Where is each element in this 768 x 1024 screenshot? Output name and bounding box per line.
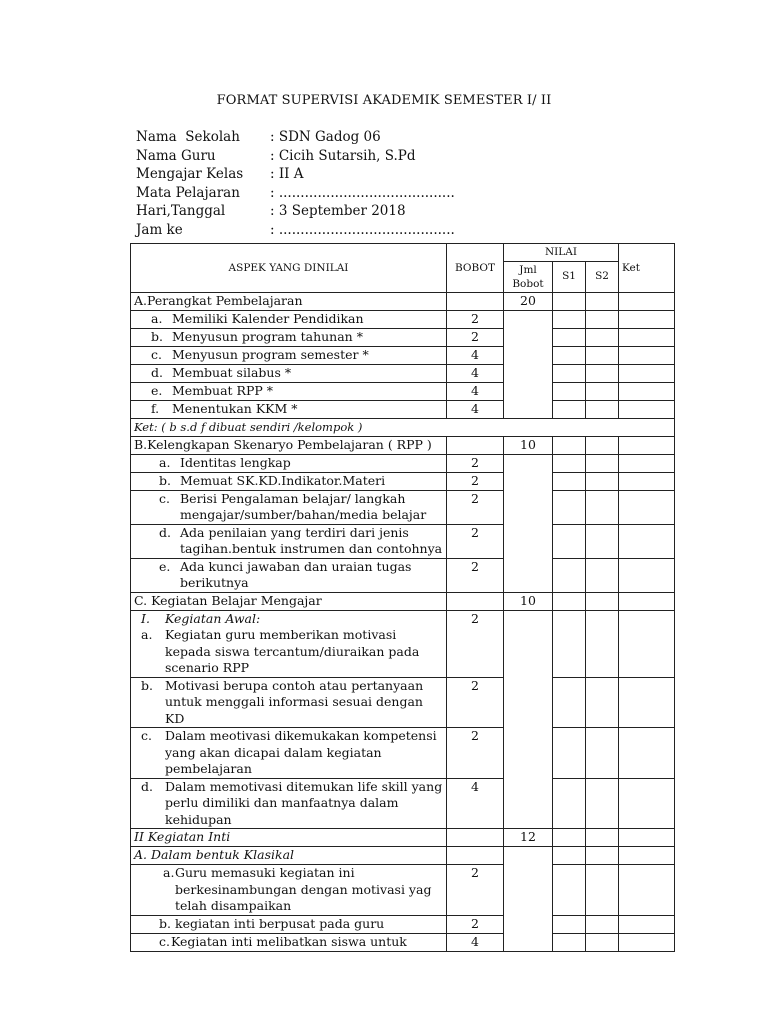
info-label: Nama Sekolah	[136, 129, 240, 145]
header-s1: S1	[553, 261, 586, 292]
item-text: Dalam meotivasi dikemukakan kompetensi yang akan dicapai dalam kegiatan pembelajaran	[165, 728, 437, 776]
item-text: Berisi Pengalaman belajar/ langkah mengajar/sumber/bahan/media belajar	[180, 490, 427, 522]
s1-cell[interactable]	[553, 847, 586, 865]
bobot-cell: 2	[447, 472, 504, 490]
subsection-row	[131, 847, 675, 865]
item-marker: I.	[141, 610, 150, 626]
ket-cell[interactable]	[619, 490, 675, 524]
info-value: : Cicih Sutarsih, S.Pd	[270, 147, 416, 164]
item-marker: b.	[159, 915, 171, 931]
info-label: Mengajar Kelas	[136, 166, 244, 182]
s1-cell[interactable]	[553, 472, 586, 490]
bobot-cell	[447, 847, 504, 865]
info-value: : SDN Gadog 06	[270, 129, 381, 145]
jml-bobot-cell: 10	[504, 436, 553, 454]
list-item	[163, 865, 443, 915]
list-item	[151, 365, 443, 382]
s2-cell[interactable]	[586, 524, 619, 558]
item-cell	[131, 400, 447, 418]
ket-cell[interactable]	[619, 400, 675, 418]
table-row	[131, 728, 675, 779]
subsection-title	[141, 611, 443, 628]
bobot-cell: 4	[447, 778, 504, 829]
ket-cell[interactable]	[619, 865, 675, 916]
table-row	[131, 472, 675, 490]
table-row	[131, 382, 675, 400]
item-marker: a.	[159, 454, 171, 470]
subsection-title: A. Dalam bentuk Klasikal	[131, 847, 447, 865]
item-text: Membuat silabus *	[172, 364, 292, 380]
bobot-cell	[447, 292, 504, 310]
item-cell	[131, 364, 447, 382]
list-item	[141, 627, 443, 677]
table-row	[131, 454, 675, 472]
list-item	[159, 559, 443, 592]
item-text: Ada penilaian yang terdiri dari jenis tagihan.bentuk instrumen dan contohnya	[180, 524, 443, 556]
bobot-cell	[447, 592, 504, 610]
s1-cell[interactable]	[553, 610, 586, 677]
s2-cell[interactable]	[586, 915, 619, 933]
item-text: Guru memasuki kegiatan ini berkesinambungan dengan motivasi yag telah disampaikan	[175, 865, 432, 913]
bobot-cell: 2	[447, 490, 504, 524]
item-marker: d.	[141, 778, 153, 794]
jml-bobot-cell	[504, 847, 553, 952]
item-text: Menentukan KKM *	[172, 400, 298, 416]
item-marker: a.	[141, 627, 153, 642]
ket-cell[interactable]	[619, 610, 675, 677]
item-marker: c.	[159, 490, 170, 506]
table-row	[131, 778, 675, 829]
s2-cell[interactable]	[586, 310, 619, 328]
item-text: Memiliki Kalender Pendidikan	[172, 310, 364, 326]
item-text: Menyusun program semester *	[172, 346, 369, 362]
bobot-cell: 4	[447, 364, 504, 382]
ket-cell[interactable]	[619, 292, 675, 310]
ket-cell[interactable]	[619, 847, 675, 865]
item-cell	[131, 454, 447, 472]
table-row	[131, 328, 675, 346]
header-bobot: BOBOT	[447, 244, 504, 293]
s2-cell[interactable]	[586, 436, 619, 454]
ket-cell[interactable]	[619, 829, 675, 847]
section-title: II Kegiatan Inti	[131, 829, 447, 847]
info-value: : 3 September 2018	[270, 203, 406, 219]
header-nilai: NILAI	[504, 244, 619, 262]
section-title: C. Kegiatan Belajar Mengajar	[131, 592, 447, 610]
bobot-cell: 2	[447, 310, 504, 328]
item-text: Kegiatan guru memberikan motivasi kepada siswa tercantum/diuraikan pada scenario RPP	[165, 627, 420, 675]
s2-cell[interactable]	[586, 778, 619, 829]
s2-cell[interactable]	[586, 400, 619, 418]
list-item	[159, 455, 443, 472]
item-cell	[131, 610, 447, 677]
list-item	[159, 916, 443, 933]
header-aspek: ASPEK YANG DINILAI	[131, 244, 447, 293]
s1-cell[interactable]	[553, 400, 586, 418]
item-marker: b.	[141, 677, 153, 693]
info-value: : II A	[270, 166, 304, 182]
ket-cell[interactable]	[619, 524, 675, 558]
ket-cell[interactable]	[619, 436, 675, 454]
bobot-cell: 2	[447, 610, 504, 677]
ket-cell[interactable]	[619, 915, 675, 933]
section-row-a	[131, 292, 675, 310]
bobot-cell: 2	[447, 454, 504, 472]
s1-cell[interactable]	[553, 933, 586, 951]
section-row-c	[131, 592, 675, 610]
s2-cell[interactable]	[586, 364, 619, 382]
item-marker: e.	[151, 382, 163, 398]
s2-cell[interactable]	[586, 382, 619, 400]
item-text: Identitas lengkap	[180, 454, 291, 470]
jml-bobot-cell	[504, 310, 553, 418]
header-row	[131, 244, 675, 262]
info-value: : .........................................	[270, 184, 455, 201]
s2-cell[interactable]	[586, 490, 619, 524]
s2-cell[interactable]	[586, 472, 619, 490]
s2-cell[interactable]	[586, 677, 619, 728]
ket-cell[interactable]	[619, 364, 675, 382]
bobot-cell: 2	[447, 558, 504, 592]
table-row	[131, 933, 675, 951]
ket-cell[interactable]	[619, 310, 675, 328]
item-text: Memuat SK.KD.Indikator.Materi	[180, 472, 386, 488]
ket-cell[interactable]	[619, 677, 675, 728]
list-item	[151, 347, 443, 364]
bobot-cell: 4	[447, 382, 504, 400]
s2-cell[interactable]	[586, 829, 619, 847]
s1-cell[interactable]	[553, 490, 586, 524]
list-item	[159, 473, 443, 490]
note-row	[131, 418, 675, 436]
ket-cell[interactable]	[619, 472, 675, 490]
ket-cell[interactable]	[619, 592, 675, 610]
s2-cell[interactable]	[586, 558, 619, 592]
s1-cell[interactable]	[553, 728, 586, 779]
jml-bobot-cell	[504, 454, 553, 592]
s2-cell[interactable]	[586, 728, 619, 779]
header-s2: S2	[586, 261, 619, 292]
item-cell	[131, 346, 447, 364]
info-value: : .........................................	[270, 221, 455, 238]
table-row	[131, 400, 675, 418]
ket-cell[interactable]	[619, 328, 675, 346]
ket-cell[interactable]	[619, 346, 675, 364]
item-text: Menyusun program tahunan *	[172, 328, 363, 344]
s2-cell[interactable]	[586, 592, 619, 610]
bobot-cell: 4	[447, 346, 504, 364]
table-row	[131, 346, 675, 364]
table-row	[131, 524, 675, 558]
jml-bobot-cell: 10	[504, 592, 553, 610]
s2-cell[interactable]	[586, 292, 619, 310]
s1-cell[interactable]	[553, 558, 586, 592]
s2-cell[interactable]	[586, 933, 619, 951]
ket-cell[interactable]	[619, 382, 675, 400]
header-bobot-text: Bobot	[512, 277, 544, 290]
item-cell	[131, 524, 447, 558]
item-text: kegiatan inti berpusat pada guru	[175, 915, 385, 931]
s1-cell[interactable]	[553, 677, 586, 728]
table-row	[131, 558, 675, 592]
bobot-cell: 2	[447, 524, 504, 558]
item-cell	[131, 328, 447, 346]
supervision-table	[130, 243, 675, 952]
item-text: Dalam memotivasi ditemukan life skill yang perlu dimiliki dan manfaatnya dalam kehidupan	[165, 778, 443, 827]
table-row	[131, 364, 675, 382]
header-jml-bobot	[504, 261, 553, 292]
list-item	[151, 401, 443, 418]
item-marker: b.	[151, 328, 163, 344]
bobot-cell: 2	[447, 728, 504, 779]
item-cell	[131, 778, 447, 829]
table-row	[131, 610, 675, 677]
list-item	[151, 383, 443, 400]
item-text: Kegiatan inti melibatkan siswa untuk	[171, 933, 407, 949]
table-row	[131, 677, 675, 728]
s1-cell[interactable]	[553, 454, 586, 472]
item-cell	[131, 310, 447, 328]
item-marker: e.	[159, 558, 171, 574]
bobot-cell: 2	[447, 865, 504, 916]
jml-bobot-cell	[504, 610, 553, 829]
item-cell	[131, 865, 447, 916]
bobot-cell: 2	[447, 677, 504, 728]
jml-bobot-cell: 20	[504, 292, 553, 310]
item-cell	[131, 472, 447, 490]
s1-cell[interactable]	[553, 328, 586, 346]
ket-cell[interactable]	[619, 778, 675, 829]
item-marker: d.	[159, 524, 171, 540]
item-cell	[131, 558, 447, 592]
s1-cell[interactable]	[553, 310, 586, 328]
ket-cell[interactable]	[619, 933, 675, 951]
section-row-ii	[131, 829, 675, 847]
s1-cell[interactable]	[553, 382, 586, 400]
ket-cell[interactable]	[619, 558, 675, 592]
bobot-cell	[447, 436, 504, 454]
item-marker: f.	[151, 400, 160, 416]
item-marker: c.	[141, 728, 152, 743]
s1-cell[interactable]	[553, 436, 586, 454]
item-marker: a.	[151, 310, 163, 326]
item-marker: b.	[159, 472, 171, 488]
item-cell	[131, 382, 447, 400]
item-text: Kegiatan Awal:	[165, 610, 261, 626]
s1-cell[interactable]	[553, 829, 586, 847]
info-label: Mata Pelajaran	[136, 184, 240, 201]
header-jml-text: Jml	[519, 263, 537, 276]
info-label: Jam ke	[136, 221, 183, 238]
list-item	[159, 934, 443, 951]
bobot-cell: 4	[447, 400, 504, 418]
document-title: FORMAT SUPERVISI AKADEMIK SEMESTER I/ II	[216, 93, 552, 108]
list-item	[141, 678, 443, 728]
list-item	[141, 728, 443, 778]
s1-cell[interactable]	[553, 524, 586, 558]
list-item	[141, 779, 443, 829]
jml-bobot-cell: 12	[504, 829, 553, 847]
s2-cell[interactable]	[586, 847, 619, 865]
item-marker: c.	[159, 933, 170, 949]
s1-cell[interactable]	[553, 292, 586, 310]
s2-cell[interactable]	[586, 865, 619, 916]
bobot-cell	[447, 829, 504, 847]
bobot-cell: 2	[447, 328, 504, 346]
s1-cell[interactable]	[553, 346, 586, 364]
item-marker: d.	[151, 364, 163, 380]
s2-cell[interactable]	[586, 328, 619, 346]
info-label: Nama Guru	[136, 147, 216, 164]
s1-cell[interactable]	[553, 865, 586, 916]
item-cell	[131, 677, 447, 728]
s2-cell[interactable]	[586, 346, 619, 364]
info-label: Hari,Tanggal	[136, 203, 226, 219]
bobot-cell: 2	[447, 915, 504, 933]
table-row	[131, 915, 675, 933]
item-cell	[131, 915, 447, 933]
table-row	[131, 310, 675, 328]
ket-cell[interactable]	[619, 728, 675, 779]
list-item	[159, 525, 443, 558]
item-cell	[131, 933, 447, 951]
s1-cell[interactable]	[553, 364, 586, 382]
list-item	[151, 311, 443, 328]
item-marker: a.	[163, 865, 175, 880]
item-text: Motivasi berupa contoh atau pertanyaan untuk menggali informasi sesuai dengan KD	[165, 677, 424, 726]
item-marker: c.	[151, 346, 162, 362]
s1-cell[interactable]	[553, 592, 586, 610]
section-title: A.Perangkat Pembelajaran	[131, 292, 447, 310]
item-text: Ada kunci jawaban dan uraian tugas berikutnya	[180, 558, 412, 590]
section-note: Ket: ( b s.d f dibuat sendiri /kelompok )	[131, 418, 675, 436]
item-cell	[131, 490, 447, 524]
list-item	[159, 491, 443, 524]
header-ket: Ket	[619, 244, 675, 293]
s2-cell[interactable]	[586, 610, 619, 677]
item-text: Membuat RPP *	[172, 382, 274, 398]
list-item	[151, 329, 443, 346]
s1-cell[interactable]	[553, 915, 586, 933]
section-title: B.Kelengkapan Skenaryo Pembelajaran ( RPP )	[131, 436, 447, 454]
item-cell	[131, 728, 447, 779]
bobot-cell: 4	[447, 933, 504, 951]
section-row-b	[131, 436, 675, 454]
table-row	[131, 865, 675, 916]
ket-cell[interactable]	[619, 454, 675, 472]
table-row	[131, 490, 675, 524]
s1-cell[interactable]	[553, 778, 586, 829]
s2-cell[interactable]	[586, 454, 619, 472]
